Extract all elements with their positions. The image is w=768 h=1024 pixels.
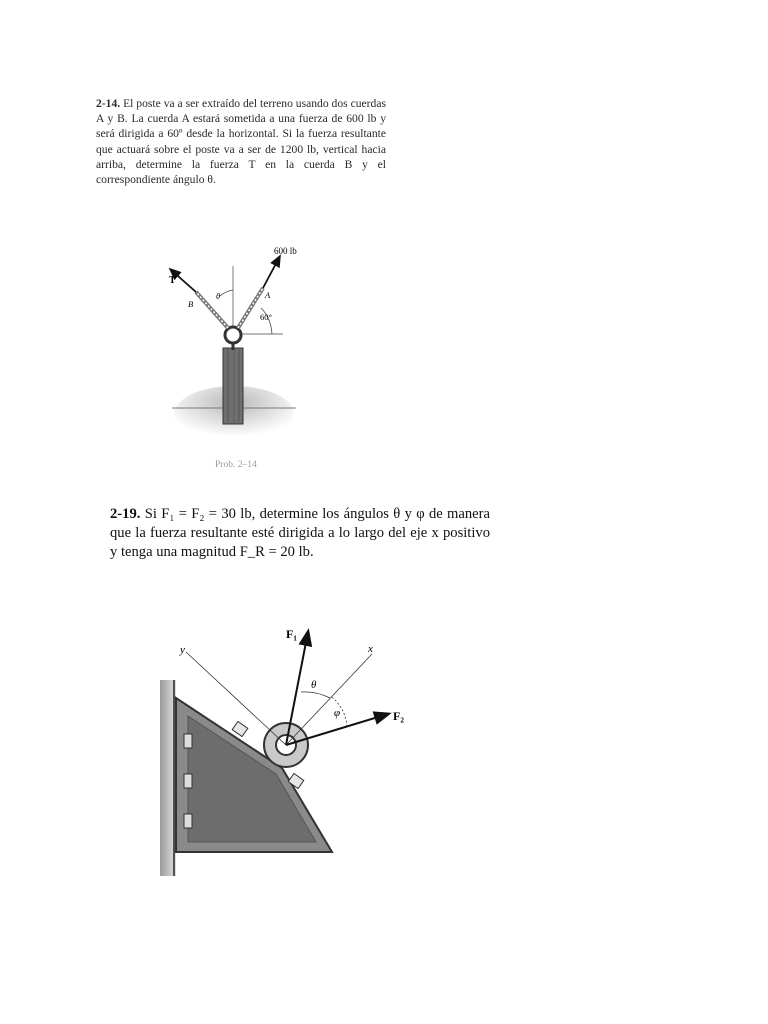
theta-arc (301, 692, 330, 698)
problem-statement: Si F₁ = F₂ = 30 lb, determine los ángulos θ y φ de manera que la fuerza resultante esté dirigida a lo largo del eje x positivo y tenga una magnitud F_R = 20 lb. (110, 506, 490, 560)
theta-label: θ (311, 679, 317, 691)
wall-bolt (184, 774, 192, 788)
sixty-label: 60° (260, 312, 272, 322)
figure-caption: Prob. 2–14 (215, 460, 257, 470)
eye-ring (225, 327, 241, 343)
problem-statement: El poste va a ser extraído del terreno usando dos cuerdas A y B. La cuerda A estará sometida a una fuerza de 600 lb y será dirigida a 60º desde la horizontal. Si la fuerza resultante que actuará sobre el poste va a ser de 1200 lb, vertical hacia arriba, determine la fuerza T en la cuerda B y el correspondiente ángulo θ. (96, 97, 386, 187)
f2-label: F₂ (393, 709, 404, 723)
bracket-figure (150, 624, 430, 880)
wall-bolt (184, 814, 192, 828)
phi-label: φ (334, 707, 341, 719)
problem-number: 2-14. (96, 97, 121, 110)
force-t-label: T (169, 275, 176, 286)
rope-b-label: B (188, 299, 194, 309)
problem-number: 2-19. (110, 506, 141, 522)
wall-bolt (184, 734, 192, 748)
rope-a-label: A (265, 290, 271, 300)
theta-label: θ (216, 291, 221, 301)
x-axis-label: x (368, 643, 373, 655)
theta-arc (220, 290, 233, 296)
pole (223, 348, 243, 424)
problem-2-19-text (110, 505, 490, 562)
problem-2-14-text (96, 96, 386, 187)
y-axis-label: y (180, 644, 185, 656)
f1-label: F₁ (286, 627, 297, 641)
force-600-label: 600 lb (274, 246, 297, 256)
hex-nut (232, 721, 248, 736)
force-600-arrow (263, 256, 280, 288)
pole-figure (150, 236, 320, 442)
